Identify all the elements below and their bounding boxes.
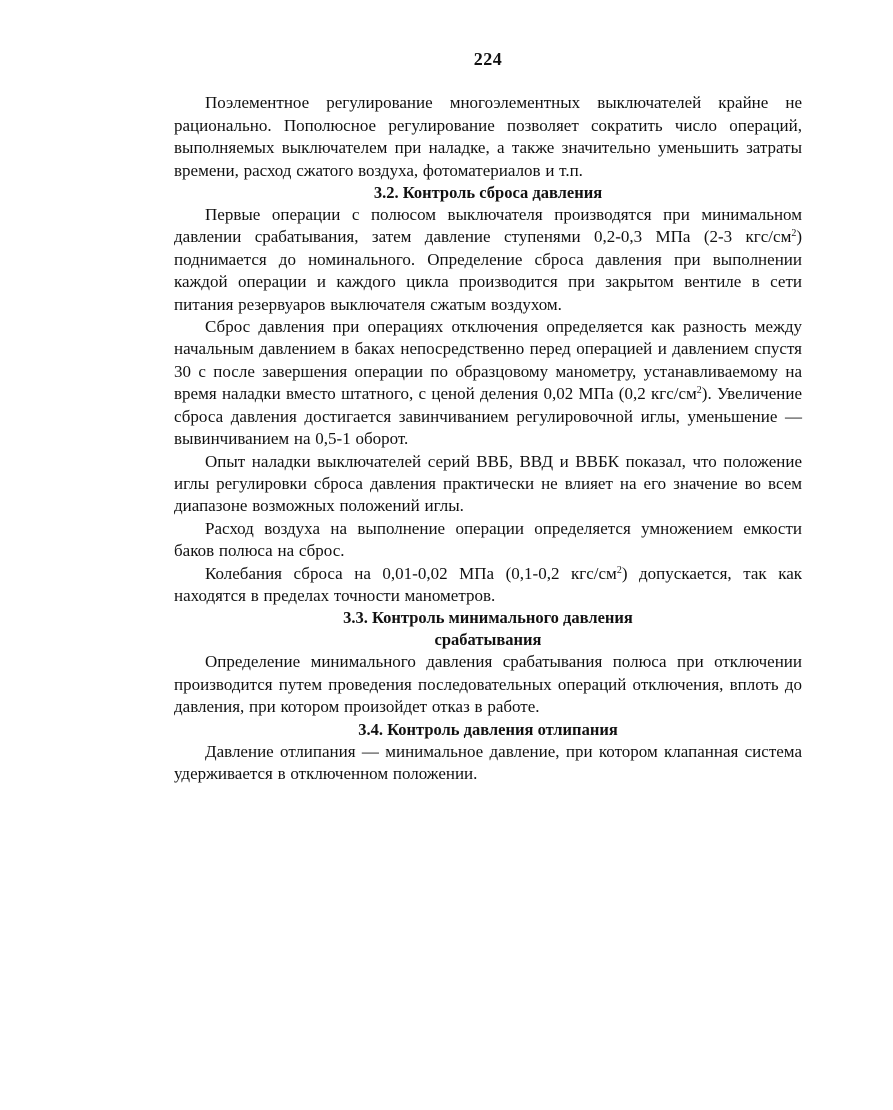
superscript: 2 (616, 564, 622, 576)
section-3-4-paragraph-1: Давление отлипания — минимальное давление, при котором клапанная система удерживается в отключенном положении. (174, 741, 802, 783)
superscript: 2 (696, 385, 702, 397)
text-run: Первые операции с полюсом выключателя производятся при минимальном давлении срабатывания, затем давление ступенями 0,2-0,3 МПа (2-3 кгс/см (174, 205, 802, 247)
section-3-2-heading: 3.2. Контроль сброса давления (373, 183, 603, 203)
text-run: ) поднимается до номинального. Определение сброса давления при выполнении каждой операции и каждого цикла производится при закрытом вентиле в сети питания резервуаров выключателя сжатым воздухом. (174, 227, 802, 314)
text-run: Сброс давления при операциях отключения определяется как разность между начальным давлением в баках непосредственно перед операцией и давлением спустя 30 с после завершения операции по образцовому манометру, устанавливаемому на время наладки вместо штатного, с ценой деления 0,02 МПа (0,2 кгс/см (174, 317, 802, 404)
text-run: ) допускается, так как находятся в пределах точности манометров. (174, 563, 803, 605)
page-number: 224 (473, 49, 503, 69)
section-3-4-heading: 3.4. Контроль давления отлипания (358, 719, 618, 739)
section-3-3-heading-line-2: срабатывания (434, 630, 542, 650)
section-3-3-heading (174, 607, 802, 651)
text-run: ). Увеличение сброса давления достигается завинчиванием регулировочной иглы, уменьшение — вывинчиванием на 0,5-1 оборот. (174, 384, 803, 449)
text-run: Колебания сброса на 0,01-0,02 МПа (0,1-0,2 кгс/см (205, 563, 617, 583)
section-3-2-paragraph-5 (174, 563, 802, 608)
document-page (174, 48, 802, 785)
section-3-2-paragraph-2 (174, 316, 802, 450)
intro-paragraph: Поэлементное регулирование многоэлементных выключателей крайне не рационально. Пополюсное регулирование позволяет сократить число операций, выполняемых выключателем при наладке, а также значительно уменьшить затраты времени, расход сжатого воздуха, фотоматериалов и т.п. (174, 93, 802, 180)
section-3-2-paragraph-1 (174, 204, 802, 316)
section-3-2-paragraph-3: Опыт наладки выключателей серий ВВБ, ВВД и ВВБК показал, что положение иглы регулировки сброса давления практически не влияет на его значение во всем диапазоне возможных положений иглы. (174, 451, 802, 516)
section-3-2-paragraph-4: Расход воздуха на выполнение операции определяется умножением емкости баков полюса на сброс. (174, 518, 802, 561)
section-3-3-heading-line-1: 3.3. Контроль минимального давления (343, 608, 633, 628)
superscript: 2 (791, 228, 797, 240)
section-3-3-paragraph-1: Определение минимального давления срабатывания полюса при отключении производится путем проведения последовательных операций отключения, вплоть до давления, при котором произойдет отказ в работе. (174, 652, 802, 717)
